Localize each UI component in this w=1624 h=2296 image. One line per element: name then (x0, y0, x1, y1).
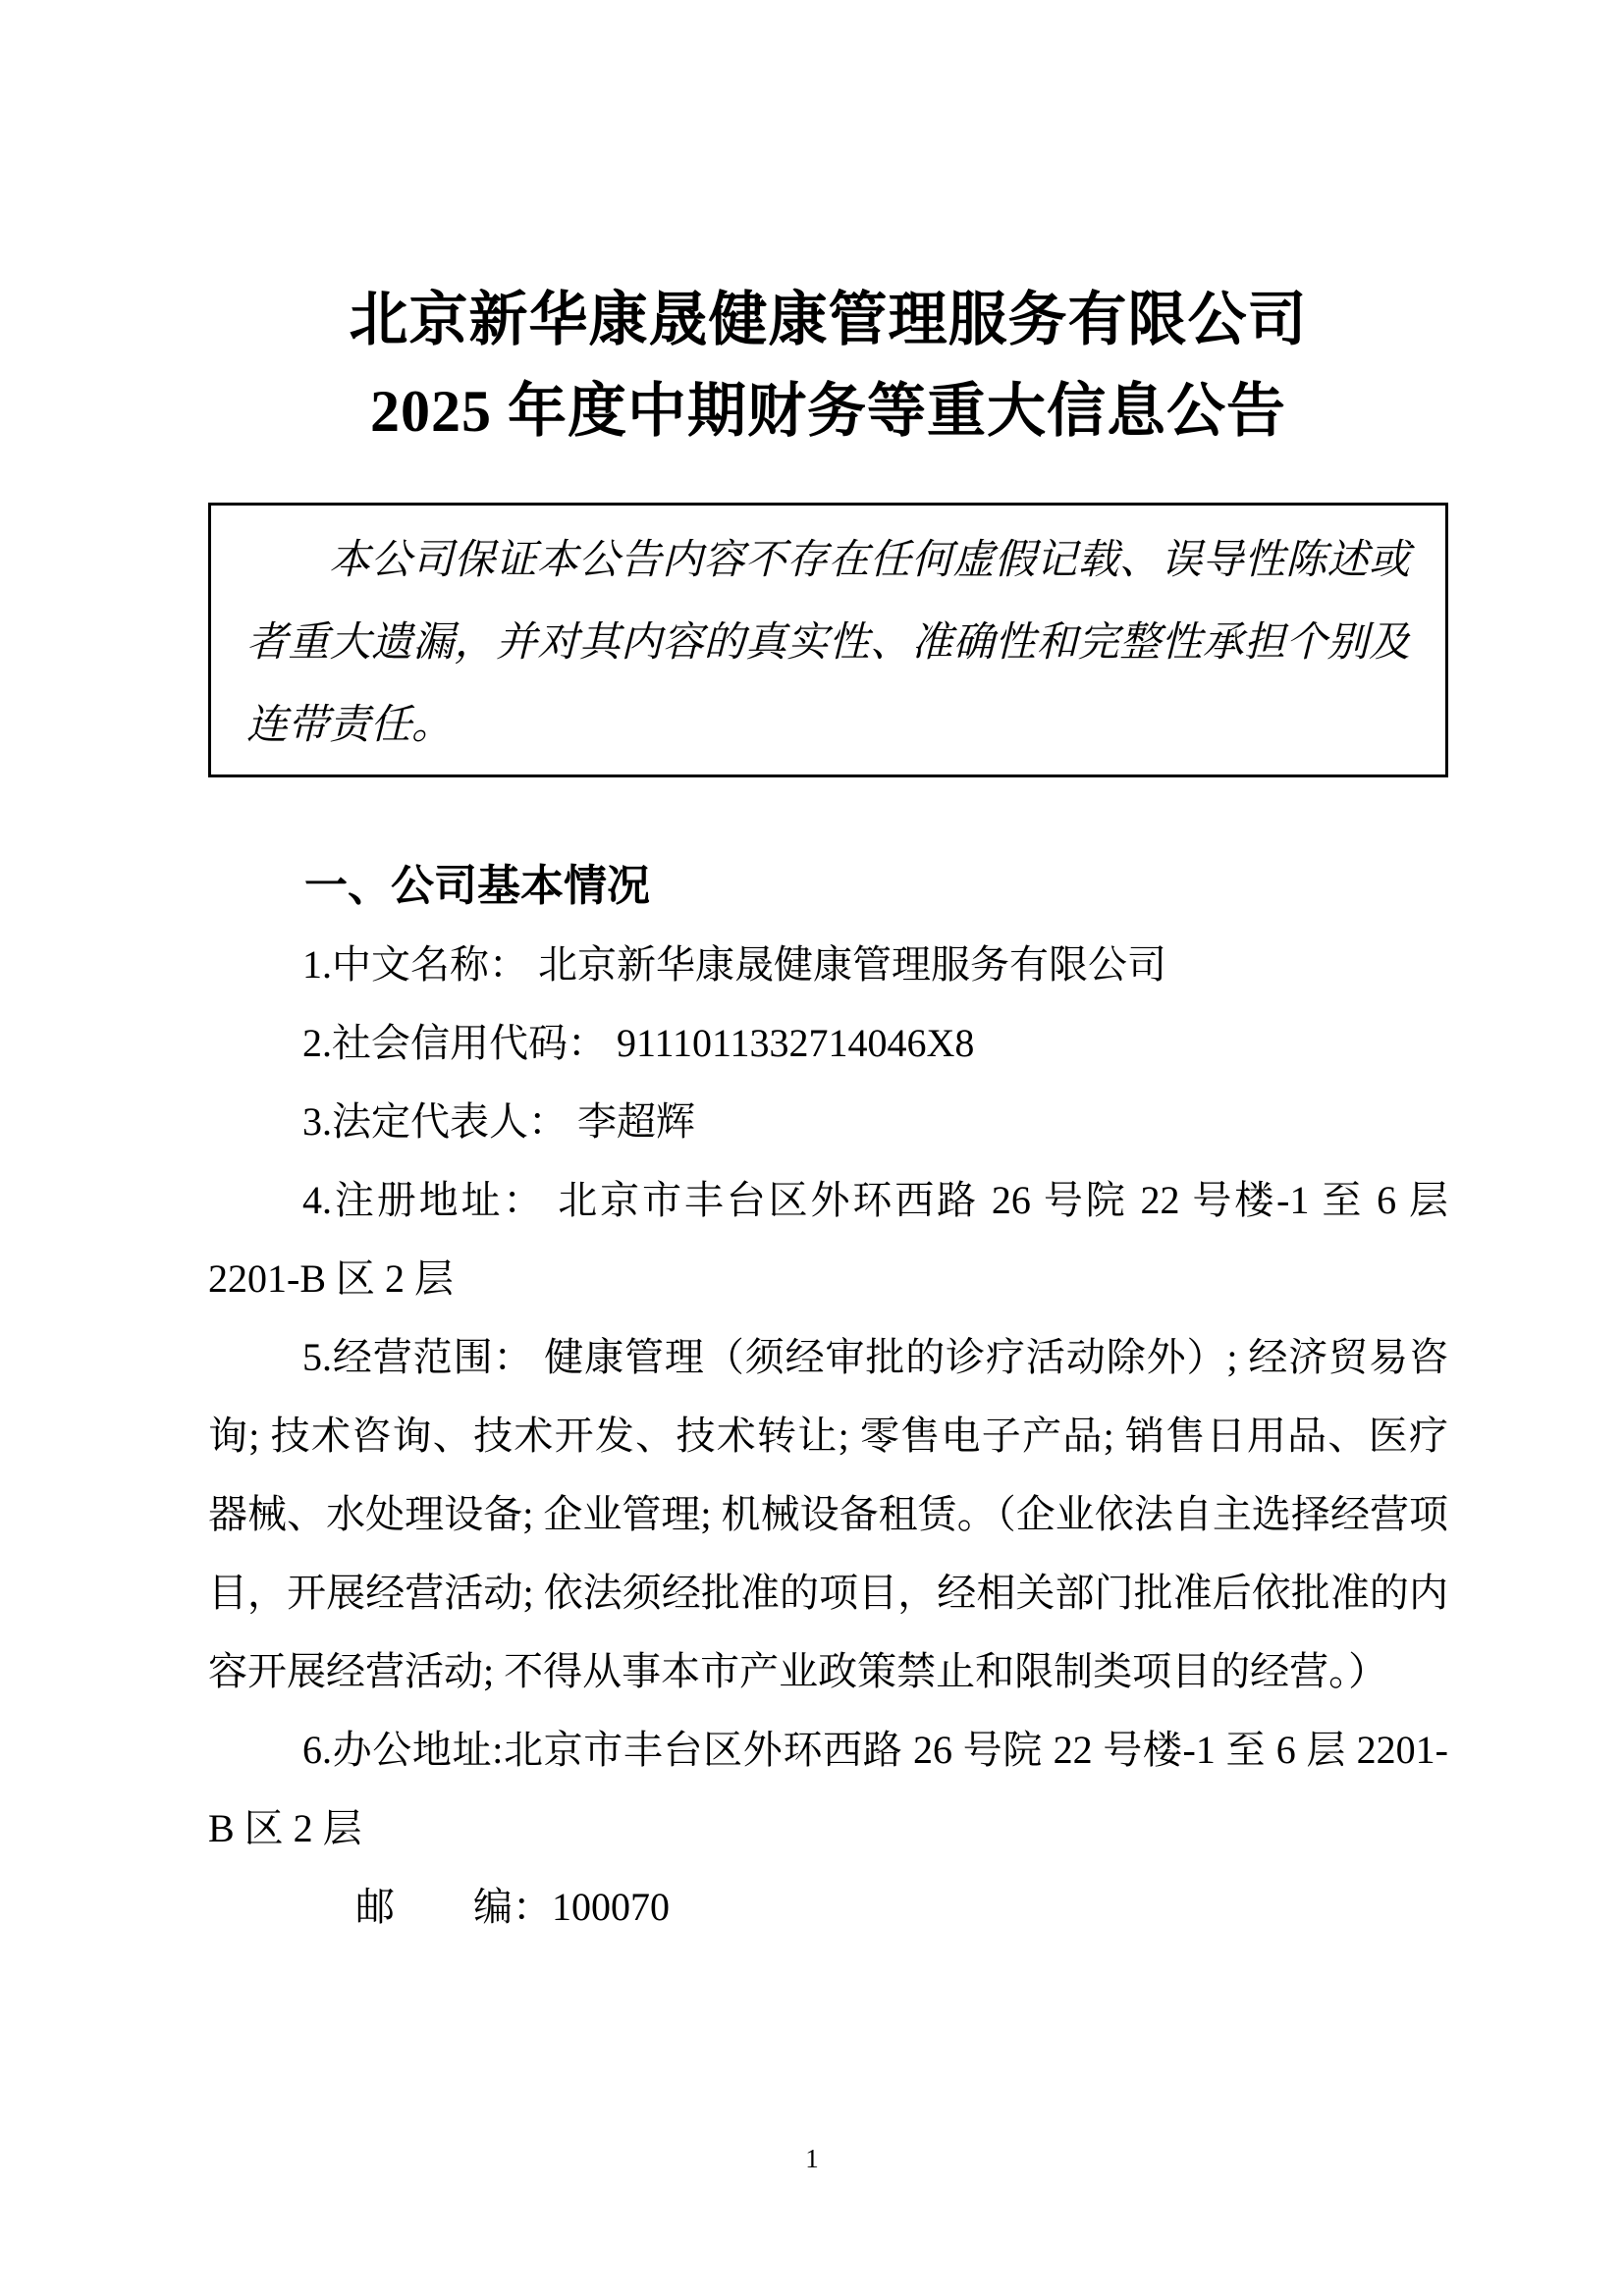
item-business-scope: 5.经营范围： 健康管理（须经审批的诊疗活动除外）; 经济贸易咨询; 技术咨询、技术开发、技术转让; 零售电子产品; 销售日用品、医疗器械、水处理设备; 企业管理; 机械设备租赁。（企业依法自主选择经营项目，开展经营活动; 依法须经批准的项目，经相关部门批准后依批准的内容开展经营活动; 不得从事本市产业政策禁止和限制类项目的经营。） (208, 1335, 1448, 1694)
title-line-2: 2025 年度中期财务等重大信息公告 (370, 379, 1286, 444)
postal-code-line: 邮 编：100070 (355, 1885, 670, 1930)
page-number: 1 (805, 2144, 819, 2173)
document-title (208, 275, 1448, 457)
item-legal-representative: 3.法定代表人： 李超辉 (302, 1099, 695, 1145)
disclaimer-text: 本公司保证本公告内容不存在任何虚假记载、误导性陈述或者重大遗漏，并对其内容的真实性、准确性和完整性承担个别及连带责任。 (246, 538, 1410, 748)
item-registered-address: 4.注册地址： 北京市丰台区外环西路 26 号院 22 号楼-1 至 6 层 2201-B 区 2 层 (208, 1178, 1448, 1302)
disclaimer-box (208, 503, 1448, 777)
item-social-credit-code: 2.社会信用代码： 9111011332714046X8 (302, 1021, 975, 1066)
section-body (208, 926, 1448, 1947)
title-line-1: 北京新华康晟健康管理服务有限公司 (349, 288, 1308, 352)
section-heading-company-basic-info: 一、公司基本情况 (304, 862, 650, 910)
item-chinese-name: 1.中文名称： 北京新华康晟健康管理服务有限公司 (302, 942, 1166, 988)
item-office-address: 6.办公地址:北京市丰台区外环西路 26 号院 22 号楼-1 至 6 层 2201-B 区 2 层 (208, 1728, 1448, 1851)
